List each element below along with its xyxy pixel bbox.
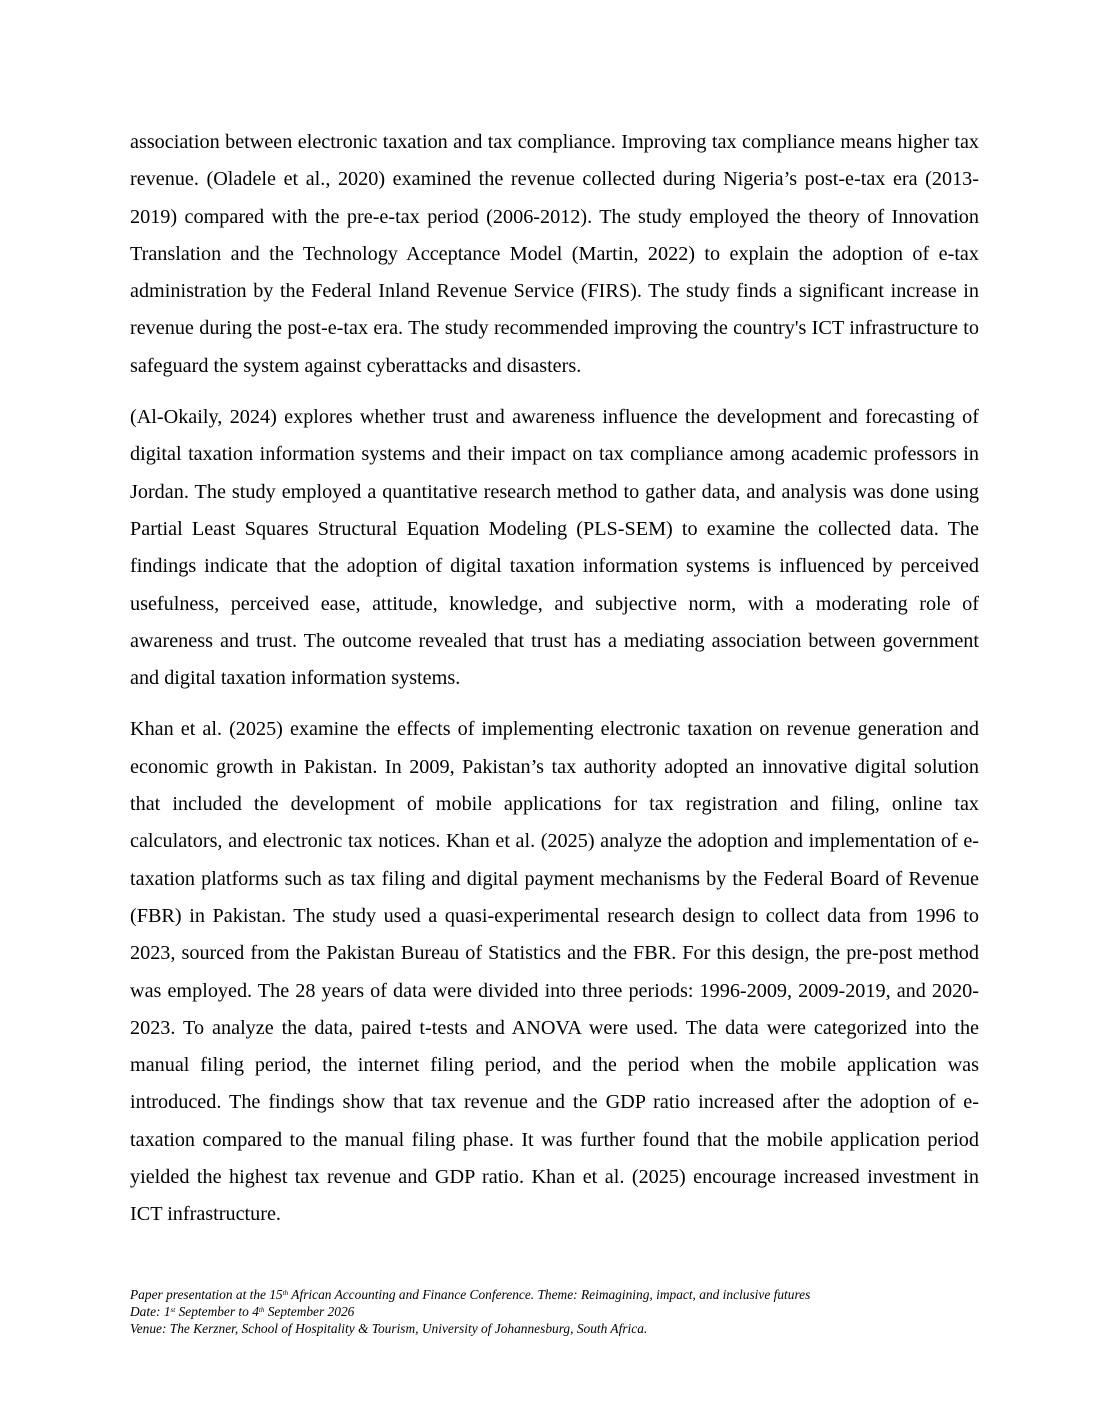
footer-conference-line: Paper presentation at the 15th African Accounting and Finance Conference. Theme: Reimagining, impact, and inclusive futures (130, 1287, 811, 1302)
page-footer (130, 1286, 1030, 1337)
paragraph-khan: Khan et al. (2025) examine the effects of implementing electronic taxation on revenue generation and economic growth in Pakistan. In 2009, Pakistan’s tax authority adopted an innovative digital solution that included the development of mobile applications for tax registration and filing, online tax calculators, and electronic tax notices. Khan et al. (2025) analyze the adoption and implementation of e-taxation platforms such as tax filing and digital payment mechanisms by the Federal Board of Revenue (FBR) in Pakistan. The study used a quasi-experimental research design to collect data from 1996 to 2023, sourced from the Pakistan Bureau of Statistics and the FBR. For this design, the pre-post method was employed. The 28 years of data were divided into three periods: 1996-2009, 2009-2019, and 2020-2023. To analyze the data, paired t-tests and ANOVA were used. The data were categorized into the manual filing period, the internet filing period, and the period when the mobile application was introduced. The findings show that tax revenue and the GDP ratio increased after the adoption of e-taxation compared to the manual filing phase. It was further found that the mobile application period yielded the highest tax revenue and GDP ratio. Khan et al. (2025) encourage increased investment in ICT infrastructure. (130, 718, 979, 1226)
paragraph-al-okaily: (Al-Okaily, 2024) explores whether trust and awareness influence the development and forecasting of digital taxation information systems and their impact on tax compliance among academic professors in Jordan. The study employed a quantitative research method to gather data, and analysis was done using Partial Least Squares Structural Equation Modeling (PLS-SEM) to examine the collected data. The findings indicate that the adoption of digital taxation information systems is influenced by perceived usefulness, perceived ease, attitude, knowledge, and subjective norm, with a moderating role of awareness and trust. The outcome revealed that trust has a mediating association between government and digital taxation information systems. (130, 406, 979, 690)
body-text (130, 124, 979, 1248)
footer-date-line: Date: 1st September to 4th September 2026 (130, 1304, 355, 1319)
paragraph-oladele: association between electronic taxation and tax compliance. Improving tax compliance means higher tax revenue. (Oladele et al., 2020) examined the revenue collected during Nigeria’s post-e-tax era (2013-2019) compared with the pre-e-tax period (2006-2012). The study employed the theory of Innovation Translation and the Technology Acceptance Model (Martin, 2022) to explain the adoption of e-tax administration by the Federal Inland Revenue Service (FIRS). The study finds a significant increase in revenue during the post-e-tax era. The study recommended improving the country's ICT infrastructure to safeguard the system against cyberattacks and disasters. (130, 131, 979, 377)
footer-venue-line: Venue: The Kerzner, School of Hospitality & Tourism, University of Johannesburg, South Africa. (130, 1321, 648, 1336)
